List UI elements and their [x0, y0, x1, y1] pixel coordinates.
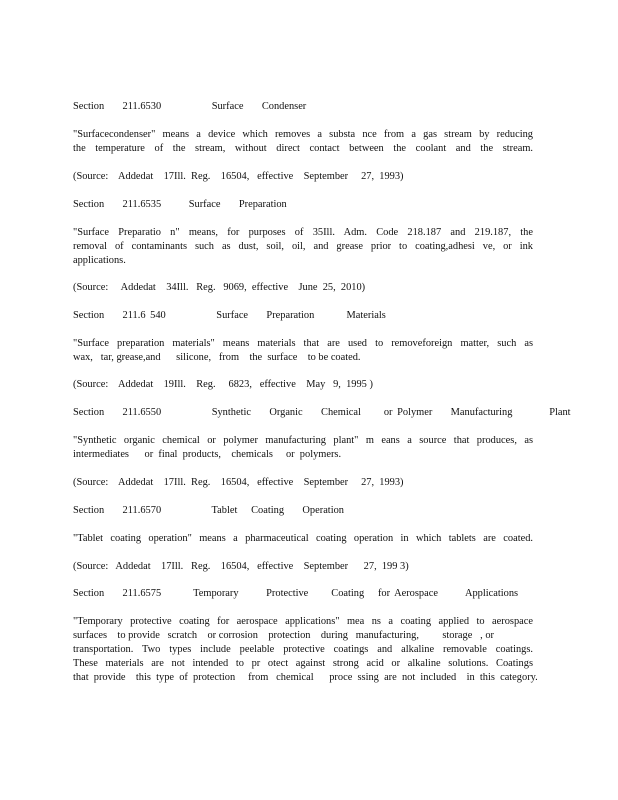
source-note: (Source: Addedat 17Ill. Reg. 16504, effective September 27, 199 3): [73, 561, 409, 572]
definition-text: applications.: [73, 255, 126, 266]
definition-text: that provide this type of protection from chemical proce ssing are not included in this category.: [73, 672, 538, 683]
definition-text: "Synthetic organic chemical or polymer manufacturing plant" m eans a source that produces, as: [73, 435, 533, 446]
definition-text: the temperature of the stream, without direct contact between the coolant and the stream.: [73, 143, 533, 154]
section-heading: Section 211.6550 Synthetic Organic Chemical or Polymer Manufacturing Plant: [73, 407, 571, 418]
section-heading: Section 211.6575 Temporary Protective Coating for Aerospace Applications: [73, 588, 519, 599]
definition-text: intermediates or final products, chemicals or polymers.: [73, 449, 342, 460]
definition-text: surfaces to provide scratch or corrosion protection during manufacturing, storage , or: [73, 630, 494, 641]
definition-text: "Surface preparation materials" means materials that are used to removeforeign matter, such as: [73, 338, 533, 349]
source-note: (Source: Addedat 17Ill. Reg. 16504, effective September 27, 1993): [73, 171, 404, 182]
section-heading: Section 211.6 540 Surface Preparation Materials: [73, 310, 386, 321]
definition-text: "Surface Preparatio n" means, for purposes of 35Ill. Adm. Code 218.187 and 219.187, the: [73, 227, 533, 238]
section-heading: Section 211.6530 Surface Condenser: [73, 101, 307, 112]
source-note: (Source: Addedat 34Ill. Reg. 9069, effective June 25, 2010): [73, 282, 366, 293]
definition-text: transportation. Two types include peelable protective coatings and alkaline removable coatings.: [73, 644, 533, 655]
definition-text: wax, tar, grease,and silicone, from the surface to be coated.: [73, 352, 361, 363]
definition-text: "Surfacecondenser" means a device which removes a substa nce from a gas stream by reducing: [73, 129, 533, 140]
source-note: (Source: Addedat 19Ill. Reg. 6823, effective May 9, 1995 ): [73, 379, 373, 390]
definition-text: "Temporary protective coating for aerospace applications" mea ns a coating applied to aerospace: [73, 616, 533, 627]
definition-text: "Tablet coating operation" means a pharmaceutical coating operation in which tablets are coated.: [73, 533, 533, 544]
section-heading: Section 211.6535 Surface Preparation: [73, 199, 287, 210]
section-heading: Section 211.6570 Tablet Coating Operation: [73, 505, 344, 516]
definition-text: removal of contaminants such as dust, soil, oil, and grease prior to coating,adhesi ve, or ink: [73, 241, 533, 252]
definition-text: These materials are not intended to pr otect against strong acid or alkaline solutions. Coatings: [73, 658, 533, 669]
source-note: (Source: Addedat 17Ill. Reg. 16504, effective September 27, 1993): [73, 477, 404, 488]
